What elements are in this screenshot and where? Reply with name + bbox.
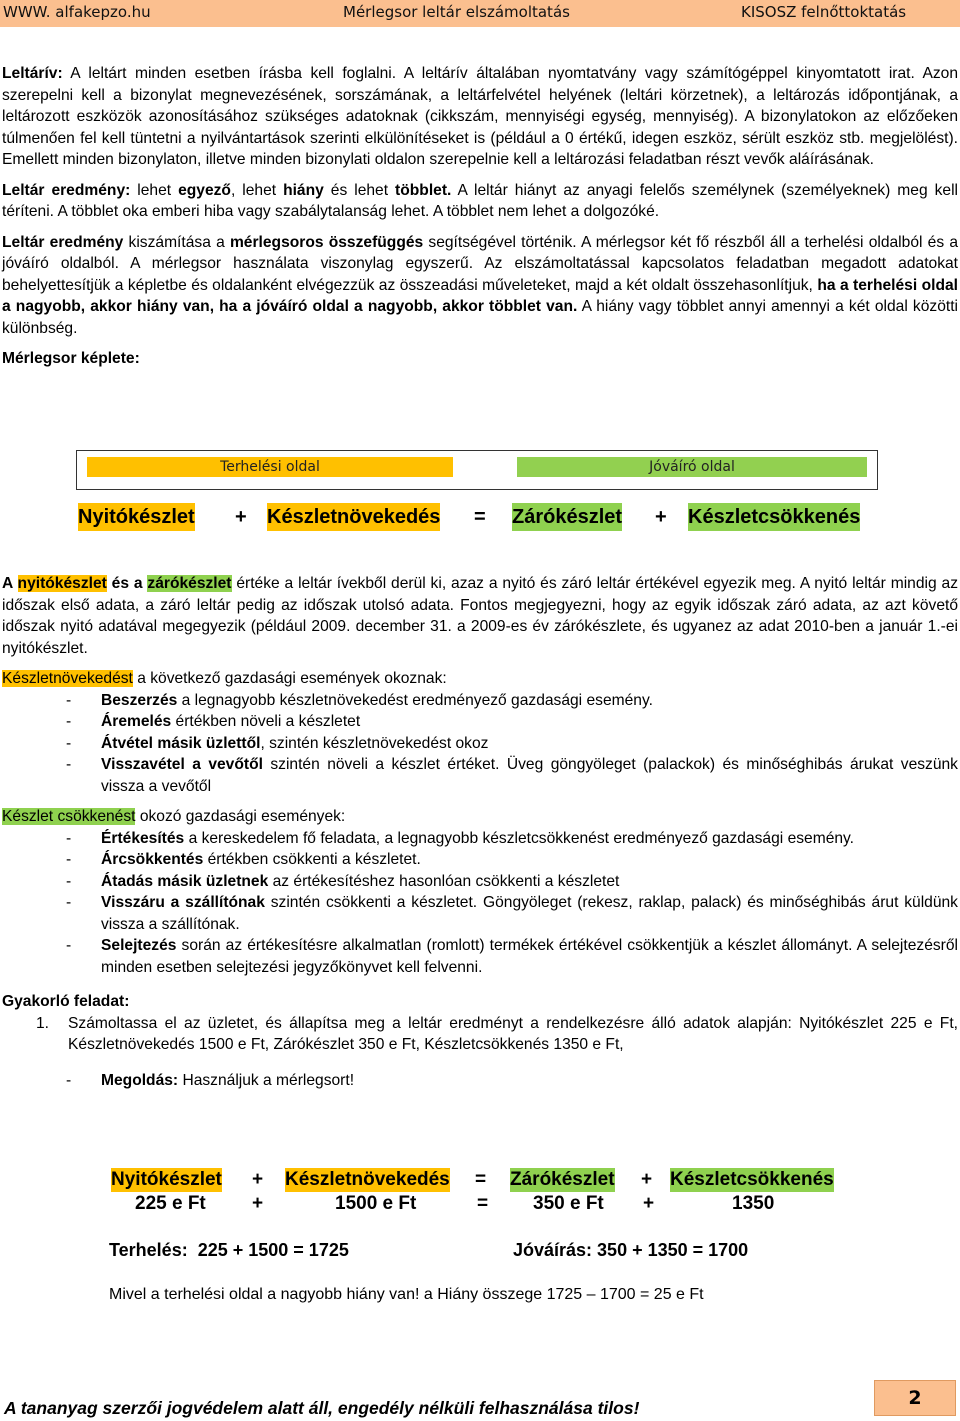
- header-site: WWW. alfakepzo.hu: [3, 3, 151, 21]
- term: Átadás másik üzletnek: [101, 872, 269, 890]
- dash-bullet: -: [66, 894, 72, 911]
- text: A leltárt minden esetben írásba kell foglalni. A leltárív általában nyomtatvány vagy számítógéppel kinyomtatott irat. Azon szerepelni kell a bizonylat megnevezésének, sorszámának, a leltárfelvétel helyének (leltári körzetnek), a leltározás időpontjának, a leltározott eszközök azonosításához szükséges adatoknak (cikkszám, mennyiségi egység, mennyiség). A bizonylatokon az előzőeken túlmenően fel kell tüntetni a nyilvántartások szerinti elkülönítéseket is (például a 0 értékű, idegen eszköz, sérült eszköz stb. megjelölést). Emellett minden bizonylaton, illetve minden bizonylati oldalon szerepelnie kell a leltározási feladatban részt vevők aláírásának.: [2, 65, 958, 168]
- formula-title: [2, 348, 958, 370]
- solution-list: [2, 1070, 958, 1092]
- result-plus: +: [641, 1169, 653, 1190]
- term: Értékesítés: [101, 829, 185, 847]
- list-item: [2, 828, 958, 850]
- text: A: [2, 575, 18, 592]
- list-item: [2, 892, 958, 935]
- value-opening: 225 e Ft: [135, 1193, 206, 1214]
- result-plus: +: [252, 1169, 264, 1190]
- list-item: [2, 711, 958, 733]
- list-item: [2, 849, 958, 871]
- debit-calculation: Terhelés: 225 + 1500 = 1725: [109, 1240, 349, 1260]
- dash-bullet: -: [66, 851, 72, 868]
- term: ha a terhelési oldal a nagyobb, akkor hiány van, ha a jóváíró oldal a nagyobb, akkor többlet van.: [2, 276, 958, 315]
- formula-plus: +: [235, 506, 247, 528]
- document-body-2: [2, 573, 958, 1091]
- text: értékben növeli a készletet: [171, 713, 361, 730]
- dash-bullet: -: [66, 713, 72, 730]
- text: , lehet: [230, 181, 284, 199]
- list-item: [2, 935, 958, 978]
- dash-bullet: -: [66, 872, 72, 890]
- formula-increase: Készletnövekedés: [267, 503, 440, 531]
- term: Visszavétel a vevőtől: [101, 756, 263, 773]
- page-header: [0, 0, 960, 27]
- text: a következő gazdasági események okoznak:: [132, 670, 447, 687]
- value-closing: 350 e Ft: [533, 1193, 604, 1214]
- highlight: zárókészlet: [147, 575, 232, 592]
- list-item: [2, 733, 958, 755]
- highlight: nyitókészlet: [17, 575, 107, 592]
- formula-decrease: Készletcsökkenés: [688, 503, 860, 531]
- paragraph-leltariv: [2, 63, 958, 171]
- term: mérlegsoros összefüggés: [229, 233, 424, 251]
- heading: Mérlegsor képlete:: [2, 350, 140, 367]
- formula-sides-box: [76, 450, 878, 490]
- list-number: 1.: [36, 1014, 50, 1032]
- list-item: [2, 690, 958, 712]
- text: szintén növeli a készlet értéket. Üveg göngyöleget (palackok) és minőséghibás árukat veszünk vissza a vevőtől: [101, 756, 958, 795]
- term: Áremelés: [101, 713, 172, 730]
- decrease-heading: [2, 806, 958, 828]
- value-plus: +: [643, 1193, 655, 1214]
- exercise-text: Számoltassa el az üzletet, és állapítsa meg a leltár eredményt a rendelkezésre álló adatok alapján: Nyitókészlet 225 e Ft, Készletnövekedés 1500 e Ft, Zárókészlet 350 e Ft, Készletcsökkenés 1350 e Ft,: [68, 1014, 958, 1053]
- term: Megoldás:: [101, 1071, 179, 1089]
- result-opening: Nyitókészlet: [111, 1169, 222, 1190]
- result-equals: =: [475, 1169, 487, 1190]
- text: , szintén készletnövekedést okoz: [260, 734, 489, 752]
- term: Selejtezés: [101, 937, 177, 954]
- text: Használjuk a mérlegsort!: [178, 1071, 355, 1089]
- credit-side-label: Jóváíró oldal: [517, 457, 867, 477]
- dash-bullet: -: [66, 937, 72, 954]
- term: Leltár eredmény:: [2, 181, 131, 199]
- highlight: Készlet csökkenést: [2, 808, 136, 825]
- dash-bullet: -: [66, 691, 72, 709]
- value-equals: =: [477, 1193, 489, 1214]
- dash-bullet: -: [66, 829, 72, 847]
- heading: Gyakorló feladat:: [2, 993, 130, 1010]
- term: Leltár eredmény: [2, 233, 124, 251]
- text: és lehet: [323, 181, 396, 199]
- text: és a: [106, 575, 148, 592]
- result-closing: Zárókészlet: [510, 1169, 615, 1190]
- formula-closing: Zárókészlet: [512, 503, 622, 531]
- term: hiány: [283, 181, 324, 199]
- increase-list: [2, 690, 958, 798]
- text: A leltár hiányt az anyagi felelős személynek (személyeknek) meg kell téríteni. A többlet oka emberi hiba vagy szabálytalanság lehet. A többlet nem lehet a dolgozóké.: [2, 181, 958, 220]
- result-increase: Készletnövekedés: [285, 1169, 450, 1190]
- header-org: KISOSZ felnőttoktatás: [741, 3, 907, 21]
- highlight: Készletnövekedést: [2, 670, 133, 687]
- text: szintén csökkenti a készletet. Göngyöleget (rekesz, raklap, palack) és minőséghibás árut küldünk vissza a szállítónak.: [101, 894, 958, 933]
- decrease-list: [2, 828, 958, 979]
- list-item: [2, 754, 958, 797]
- formula-plus: +: [655, 506, 667, 528]
- document-body: [2, 63, 958, 370]
- formula-opening: Nyitókészlet: [78, 503, 195, 531]
- dash-bullet: -: [66, 756, 72, 773]
- term: Átvétel másik üzlettől: [101, 734, 261, 752]
- text: értéke a leltár ívekből derül ki, azaz a nyitó és záró leltár értékével egyezik meg. A nyitó leltár mindig az időszak első adata, a záró leltár pedig az időszak utolsó adata. Fontos megjegyezni, hogy az egyik időszak záró adata, az azt követő időszak nyitó adatával megegyezik (például 2009. december 31. a 2009-es év zárókészlete, és ugyanez az adat 2010-ben a január 1.-ei nyitókészlet.: [2, 575, 958, 657]
- term: többlet.: [395, 181, 452, 199]
- text: az értékesítéshez hasonlóan csökkenti a készletet: [268, 872, 620, 890]
- text: segítségével történik. A mérlegsor két fő részből áll a terhelési oldalból és a jóváíró oldalból. A mérlegsor használata viszonylag egyszerű. Az elszámoltatással kapcsolatos feladatban megadott adatokat behelyettesítjük a képletbe és oldalanként elvégezzük az összeadási műveleteket, majd a két oldalt összehasonlítjuk,: [2, 233, 958, 294]
- paragraph-nyito-zaro: [2, 573, 958, 659]
- value-decrease: 1350: [732, 1193, 775, 1214]
- paragraph-merlegsor: [2, 232, 958, 340]
- value-plus: +: [252, 1193, 264, 1214]
- term: egyező: [178, 181, 231, 199]
- text: okozó gazdasági események:: [135, 808, 346, 825]
- credit-calculation: Jóváírás: 350 + 1350 = 1700: [513, 1240, 749, 1260]
- value-increase: 1500 e Ft: [335, 1193, 417, 1214]
- text: során az értékesítésre alkalmatlan (romlott) termékek értékével csökkentjük a készlet állományt. A selejtezésről minden esetben selejtezési jegyzőkönyvet kell felvenni.: [101, 937, 958, 976]
- text: A hiány vagy többlet annyi amennyi a két oldal közötti különbség.: [2, 298, 959, 337]
- term-leltariv: Leltárív:: [2, 65, 63, 82]
- debit-side-label: Terhelési oldal: [87, 457, 453, 477]
- text: értékben csökkenti a készletet.: [203, 851, 421, 868]
- page-number: 2: [874, 1380, 956, 1416]
- term: Visszáru a szállítónak: [101, 894, 265, 911]
- exercise-item: [2, 1013, 958, 1056]
- copyright-footer: A tananyag szerzői jogvédelem alatt áll, engedély nélküli felhasználása tilos!: [4, 1398, 640, 1418]
- text: a kereskedelem fő feladata, a legnagyobb készletcsökkenést eredményező gazdasági esemény.: [184, 829, 855, 847]
- list-item: - Megoldás: Használjuk a mérlegsort!: [66, 1071, 355, 1089]
- increase-heading: [2, 668, 958, 690]
- formula-equals: =: [474, 506, 486, 528]
- term: Beszerzés: [101, 691, 178, 709]
- text: lehet: [130, 181, 179, 199]
- term: Árcsökkentés: [101, 851, 204, 868]
- dash-bullet: -: [66, 734, 72, 752]
- text: a legnagyobb készletnövekedést eredményező gazdasági esemény.: [177, 691, 653, 709]
- paragraph-leltar-eredmeny: [2, 180, 958, 223]
- result-decrease: Készletcsökkenés: [670, 1169, 834, 1190]
- exercise-title: [2, 991, 958, 1013]
- text: kiszámítása a: [123, 233, 230, 251]
- header-title: Mérlegsor leltár elszámoltatás: [343, 3, 570, 21]
- conclusion-text: Mivel a terhelési oldal a nagyobb hiány van! a Hiány összege 1725 – 1700 = 25 e Ft: [109, 1286, 704, 1303]
- list-item: [2, 871, 958, 893]
